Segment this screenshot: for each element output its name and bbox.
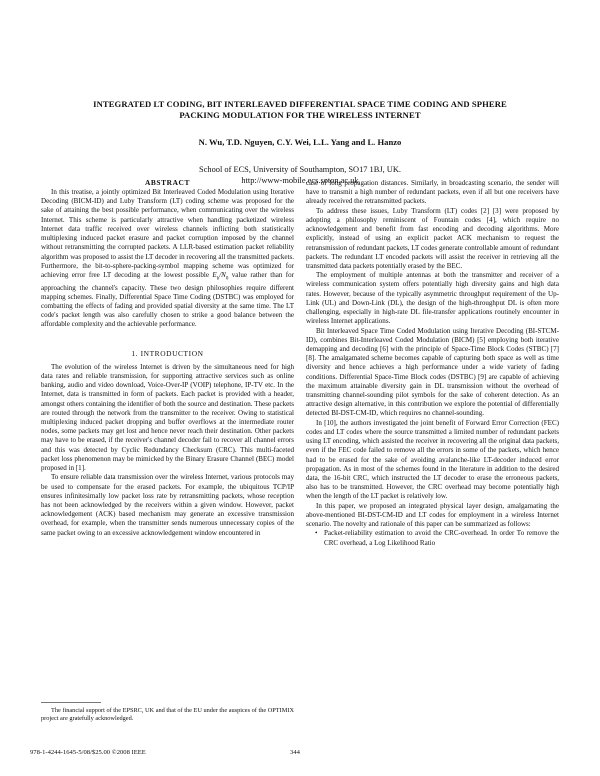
list-item (315, 529, 559, 547)
eb-symbol: E (212, 270, 217, 279)
author-list: N. Wu, T.D. Nguyen, C.Y. Wei, L.L. Yang and L. Hanzo (198, 137, 402, 147)
n0-symbol: /N (219, 270, 226, 279)
intro-paragraph-3: case of long propagation distances. Similarly, in broadcasting scenario, the sender will have to transmit a high number of redundant packets, even if all but one receivers have already received the retransmitted packets. (306, 179, 559, 206)
intro-paragraph-1: The evolution of the wireless Internet is driven by the simultaneous need for high data rates and reliable transmission, for supporting attractive services such as online banking, audio and video download, Voice-Over-IP (VOIP) telephone, IP-TV etc. In the Internet, data is transmitted in form of packets. Each packet is provided with a header, amongst others containing the identifier of both the source and destination. These packets are routed through the network from the transmitter to the receiver. Owing to statistical multiplexing induced packet dropping and buffer overflows at the intermediate router nodes, some packets may get lost and hence never reach their destination. Other packets may have to be erased, if the receiver's channel decoder fail to recover all channel errors and this was detected by Cyclic Redundancy Checksum (CRC). This multi-faceted packet loss phenomenon may be mimicked by the Binary Erasure Channel (BEC) model proposed in [1]. (41, 362, 294, 473)
contribution-list (306, 529, 559, 547)
isbn-copyright: 978-1-4244-1645-5/08/$25.00 ©2008 IEEE (30, 749, 146, 756)
title-line-2: PACKING MODULATION FOR THE WIRELESS INTERNET (179, 110, 421, 120)
footnote: The financial support of the EPSRC, UK and that of the EU under the auspices of the OPTIMIX project are gratefully acknowledged. (41, 707, 294, 722)
bullet-text: Packet-reliability estimation to avoid the CRC-overhead. In order To remove the CRC overhead, a Log Likelihood Ratio (324, 529, 559, 547)
abstract-text-start: In this treatise, a jointly optimized Bit Interleaved Coded Modulation using Iterative Decoding (BICM-ID) and Luby Transform (LT) coding scheme was proposed for the sake of attaining the best possible performance, when communicating over the wireless Internet. This scheme is particularly attractive when handling packetized wireless Internet data traffic received over wireless channels inflicting both statistically multiplexing induced packet erasure and packet corruption imposed by the channel without retransmitting the corrupted packets. A LLR-based estimation packet reliability algorithm was proposed to assist the LT decoder in recovering all the transmitted packets. Furthermore, the bit-to-sphere-packing-symbol mapping scheme was optimized for achieving error free LT decoding at the lowest possible (41, 188, 294, 279)
abstract-text-end: value rather than for approaching the channel's capacity. These two design philosophies require different mapping schemes. Finally, Differential Space Time Coding (DSTBC) was employed for combatting the effects of fading and provided spatial diversity at the same time. The LT code's packet length was also carefully chosen to strike a good balance between the affordable complexity and the achievable performance. (41, 270, 294, 329)
right-column (306, 179, 559, 548)
introduction-heading: 1. INTRODUCTION (131, 348, 204, 358)
intro-paragraph-5: The employment of multiple antennas at both the transmitter and receiver of a wireless communication system offers potentially high diversity gains and high data rates. However, because of the typically asymmetric throughput requirement of the Up-Link (UL) and Down-Link (DL), the design of the high-throughput DL is often more challenging, especially in high-rate DL file-transfer applications routinely encounter in wireless Internet applications. (306, 271, 559, 326)
intro-paragraph-2: To ensure reliable data transmission over the wireless Internet, various protocols may be used to compensate for the erased packets. For example, the ubiquitous TCP/IP ensures infinitesimally low packet loss rate by retransmitting packets, whose reception has not been acknowledged by the receivers within a given window. However, packet acknowledgement (ACK) based mechanism may generate an excessive transmission overhead, for example, when the transmitter sends numerous unnecessary copies of the same packet owing to an excessive acknowledgement window encountered in (41, 473, 294, 537)
n0-subscript: 0 (225, 276, 229, 282)
abstract-text (41, 188, 294, 330)
page-number: 344 (290, 749, 300, 756)
left-column (41, 178, 294, 538)
eb-subscript: b (216, 276, 220, 282)
intro-paragraph-7: In [10], the authors investigated the joint benefit of Forward Error Correction (FEC) codes and LT codes where the source transmitted a limited number of redundant packets using LT encoding, which assisted the receiver in recovering all the original data packets, even if the FEC code failed to remove all the errors in some of the packets, which hence had to be erased for the sake of avoiding avalanche-like LT-decoder induced error propagation. As in most of the schemes found in the literature in addition to the desired data, the 16-bit CRC, which instructed the LT decoder to erase the erroneous packets, also has to be transmitted. However, the CRC overhead may become potentially high when the length of the LT packet is relatively low. (306, 418, 559, 501)
website-url: http://www-mobile.ecs.soton.ac.uk (241, 176, 359, 185)
affiliation: School of ECS, University of Southampton, SO17 1BJ, UK. (199, 165, 401, 174)
title-line-1: INTEGRATED LT CODING, BIT INTERLEAVED DIFFERENTIAL SPACE TIME CODING AND SPHERE (93, 99, 507, 109)
footnote-divider (41, 702, 101, 703)
intro-paragraph-6: Bit Interleaved Space Time Coded Modulation using Iterative Decoding (BI-STCM-ID), combines Bit-Interleaved Coded Modulation (BICM) [5] employing both iterative demapping and decoding [6] with the principle of Space-Time Block Codes (STBC) [7] [8]. The amalgamated scheme becomes capable of capturing both space as well as time diversity and hence achieves a high performance under a wide variety of fading conditions. Differential Space-Time Block codes (DSTBC) [9] are capable of achieving the maximum attainable diversity gain in DL transmission without the overhead of transmitting channel-sounding pilot symbols for the sake of coherent detection. As an attractive design alternative, in this contribution we explore the potential of differentially detected BI-DST-CM-ID, which requires no channel-sounding. (306, 326, 559, 418)
bullet-icon: • (315, 529, 318, 538)
intro-paragraph-8: In this paper, we proposed an integrated physical layer design, amalgamating the above-mentioned BI-DST-CM-ID and LT codes for employment in a wireless Internet scenario. The novelty and rationale of this paper can be summarized as follows: (306, 501, 559, 529)
abstract-heading: ABSTRACT (144, 178, 191, 187)
intro-paragraph-4: To address these issues, Luby Transform (LT) codes [2] [3] were proposed by adopting a philosophy reminiscent of Fountain codes [4], which require no acknowledgement and benefit from fast encoding and decoding algorithms. More explicitly, instead of using an explicit packet ACK mechanism to request the retransmission of redundant packets, LT codes generate controllable amount of redundant packets. The redundant LT encoded packets will assist the receiver in retrieving all the transmitted data packets potentially erased by the BEC. (306, 206, 559, 270)
paper-title (40, 99, 560, 121)
